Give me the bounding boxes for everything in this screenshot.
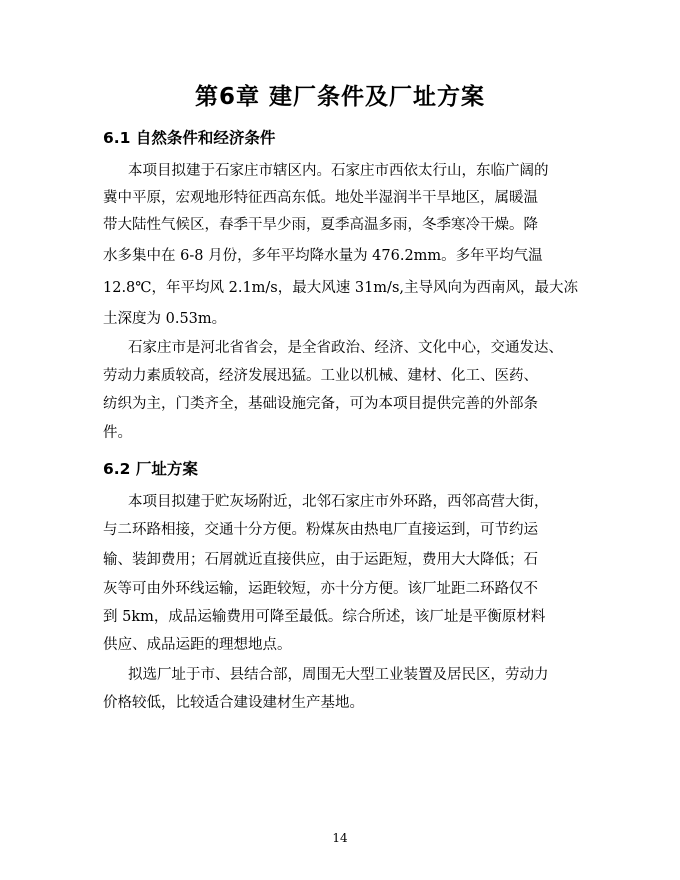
paragraph-line: 供应、成品运距的理想地点。 [103,637,292,653]
paragraph-line: 劳动力素质较高，经济发展迅猛。工业以机械、建材、化工、医药、 [103,368,538,384]
paragraph-line: 与二环路相接，交通十分方便。粉煤灰由热电厂直接运到，可节约运 [103,522,538,538]
section-heading-6-1: 6.1 自然条件和经济条件 [103,129,276,147]
paragraph-line: 水多集中在 6-8 月份，多年平均降水量为 476.2mm。多年平均气温 [103,248,543,264]
paragraph-line: 件。 [103,425,132,441]
chapter-title: 第6章 建厂条件及厂址方案 [194,84,485,110]
section-heading-6-2: 6.2 厂址方案 [103,460,198,478]
paragraph-line: 到 5km，成品运输费用可降至最低。综合所述，该厂址是平衡原材料 [103,609,546,625]
paragraph-line: 带大陆性气候区，春季干旱少雨，夏季高温多雨，冬季寒冷干燥。降 [103,217,538,233]
paragraph-line: 石家庄市是河北省省会，是全省政治、经济、文化中心，交通发达、 [128,340,563,356]
paragraph-line: 本项目拟建于石家庄市辖区内。石家庄市西依太行山，东临广阔的 [128,163,549,179]
paragraph-line: 冀中平原，宏观地形特征西高东低。地处半湿润半干旱地区，属暖温 [103,190,538,206]
paragraph-line: 拟选厂址于市、县结合部，周围无大型工业装置及居民区，劳动力 [128,667,549,683]
paragraph-line: 土深度为 0.53m。 [103,311,227,327]
page-number: 14 [332,831,348,845]
paragraph-line: 12.8℃，年平均风 2.1m/s，最大风速 31m/s,主导风向为西南风，最大冻 [103,280,578,296]
paragraph-line: 输、装卸费用；石屑就近直接供应，由于运距短，费用大大降低；石 [103,552,538,568]
paragraph-line: 价格较低，比较适合建设建材生产基地。 [103,695,364,711]
paragraph-line: 本项目拟建于贮灰场附近，北邻石家庄市外环路，西邻高营大街， [128,494,549,510]
paragraph-line: 纺织为主，门类齐全，基础设施完备，可为本项目提供完善的外部条 [103,396,538,412]
paragraph-line: 灰等可由外环线运输，运距较短，亦十分方便。该厂址距二环路仅不 [103,581,538,597]
